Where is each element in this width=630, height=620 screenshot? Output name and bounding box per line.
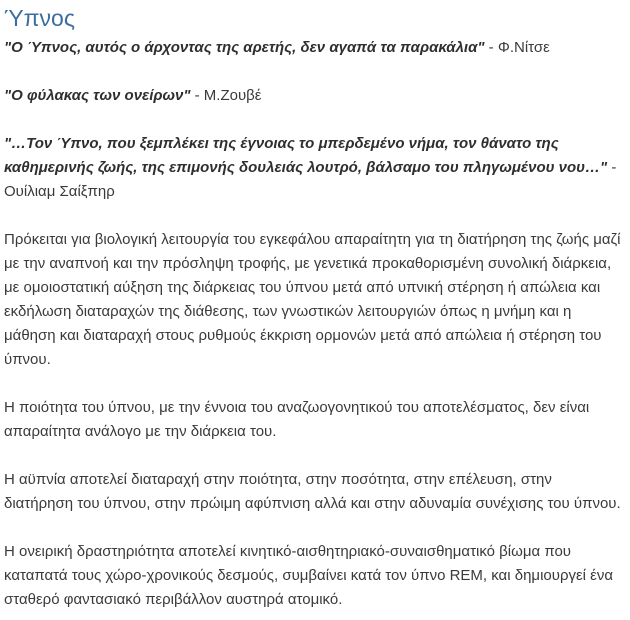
page-title: Ύπνος [4,5,75,31]
quote-author: - Ουίλιαμ Σαίξπηρ [4,159,617,200]
quote-text: "…Τον Ύπνο, που ξεμπλέκει της έγνοιας το μπερδεμένο νήμα, τον θάνατο της καθημερινής ζωής, της επιμονής δουλειάς λουτρό, βάλσαμο του πληγωμένου νου…" [4,135,608,176]
paragraph-insomnia: Η αϋπνία αποτελεί διαταραχή στην ποιότητα, στην ποσότητα, στην επέλευση, στην διατήρηση του ύπνου, στην πρώιμη αφύπνιση αλλά και στην αδυναμία συνέχισης του ύπνου. [4,471,621,512]
quote-jouvet [4,84,622,108]
quote-text: "Ο Ύπνος, αυτός ο άρχοντας της αρετής, δεν αγαπά τα παρακάλια" [4,39,485,56]
quote-shakespeare [4,132,622,204]
quote-nietzsche [4,36,622,60]
quote-author: - Φ.Νίτσε [484,39,550,56]
paragraph-quality: Η ποιότητα του ύπνου, με την έννοια του αναζωογονητικού του αποτελέσματος, δεν είναι απαραίτητα ανάλογο με την διάρκεια του. [4,399,590,440]
quote-text: "Ο φύλακας των ονείρων" [4,87,191,104]
paragraph-dreams: Η ονειρική δραστηριότητα αποτελεί κινητικό-αισθητηριακό-συναισθηματικό βίωμα που καταπατά τους χώρο-χρονικούς δεσμούς, συμβαίνει κατά τον ύπνο REM, και δημιουργεί ένα σταθερό φαντασιακό περιβάλλον αυστηρά ατομικό. [4,543,614,608]
paragraph-definition: Πρόκειται για βιολογική λειτουργία του εγκεφάλου απαραίτητη για τη διατήρηση της ζωής μαζί με την αναπνοή και την πρόσληψη τροφής, με γενετικά προκαθορισμένη συνολική διάρκεια, με ομοιοστατική αύξηση της διάρκειας του ύπνου μετά από υπνική στέρηση ή απώλεια και εκδήλωση διαταραχών της διάθεσης, των γνωστικών λειτουργιών όπως η μνήμη και η μάθηση και διαταραχή στους ρυθμούς έκκριση ορμονών μετά από απώλεια ή στέρηση του ύπνου. [4,231,621,368]
quote-author: - Μ.Ζουβέ [190,87,262,104]
